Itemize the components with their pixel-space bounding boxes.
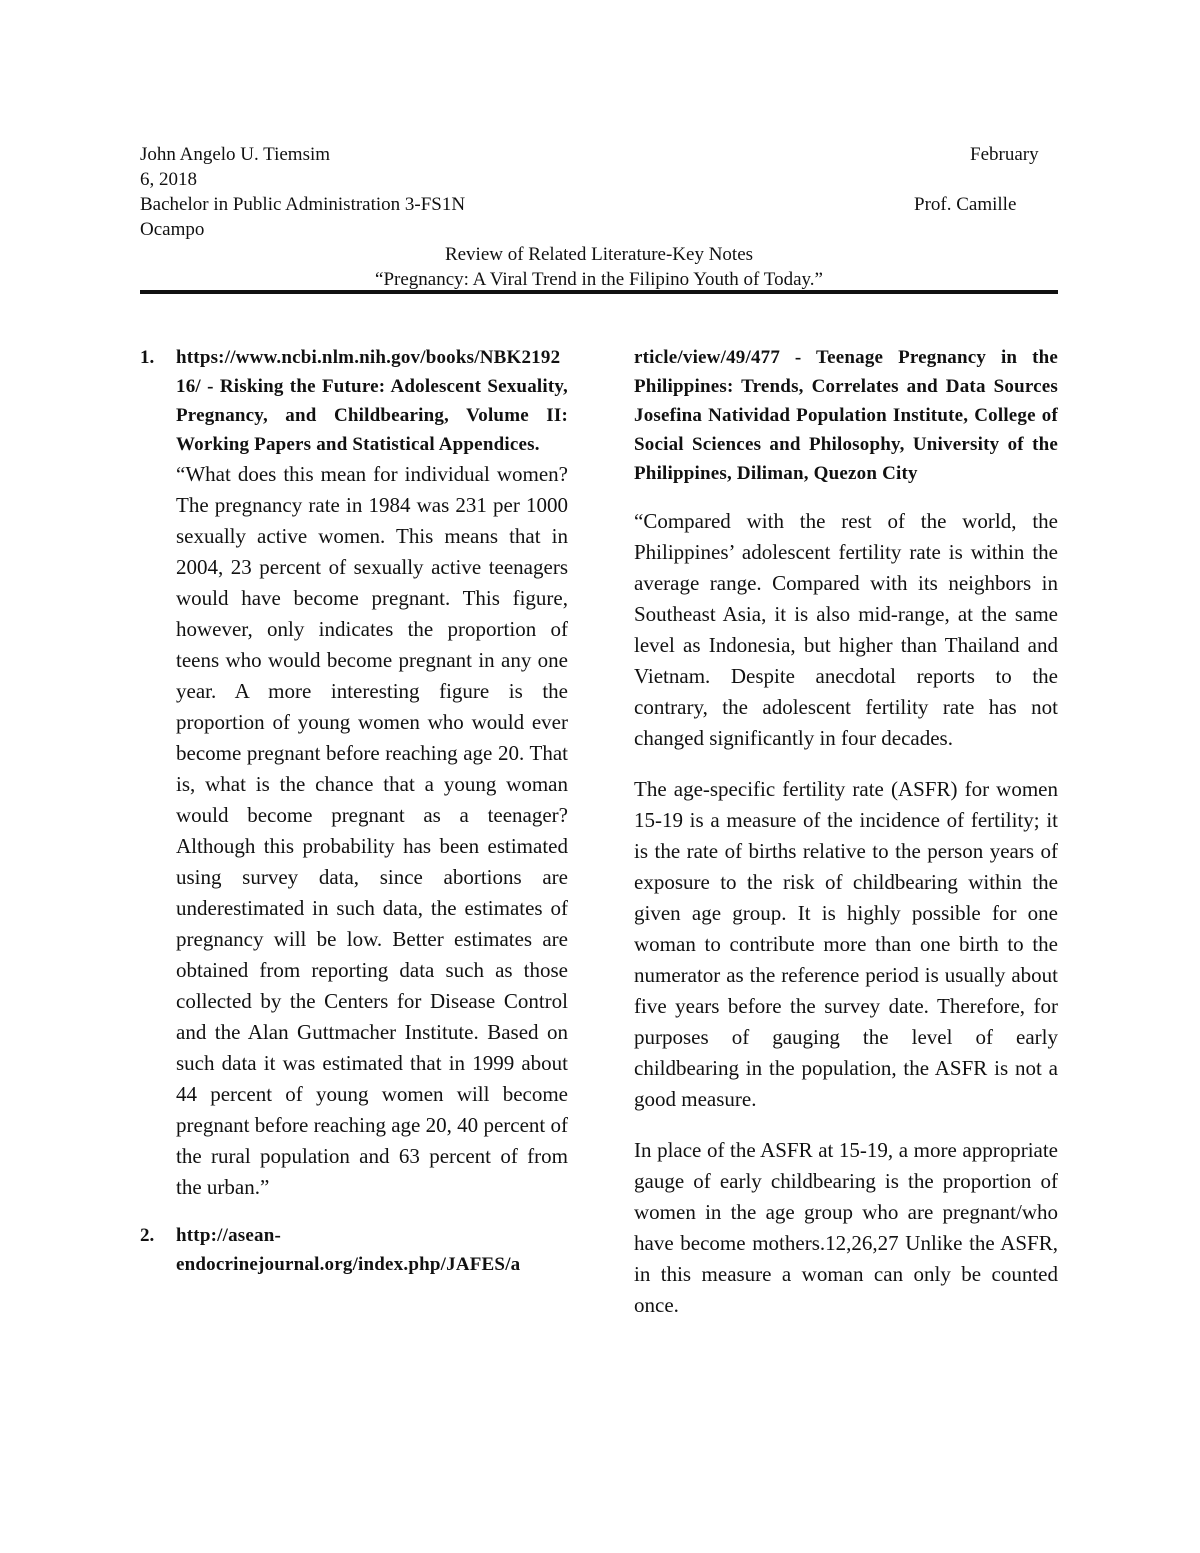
header-divider: [140, 290, 1058, 294]
source-citation-continued: rticle/view/49/477 - Teenage Pregnancy in the Philippines: Trends, Correlates and Data Sources Josefina Natividad Population Institute, College of Social Sciences and Philosophy, University of the Philippines, Diliman, Quezon City: [634, 347, 1058, 484]
list-item: [140, 343, 568, 1203]
left-column: [140, 343, 568, 1279]
document-title: Review of Related Literature-Key Notes: [444, 244, 754, 265]
paragraph: The age-specific fertility rate (ASFR) for women 15-19 is a measure of the incidence of fertility; it is the rate of births relative to the person years of exposure to the risk of childbearing within the given age group. It is highly possible for one woman to contribute more than one birth to the numerator as the reference period is usually about five years before the survey date. Therefore, for purposes of gauging the level of early childbearing in the population, the ASFR is not a good measure.: [634, 777, 1058, 1111]
item-number: 2.: [140, 1225, 155, 1246]
professor-line-1: Prof. Camille: [914, 194, 1017, 215]
program-name: Bachelor in Public Administration 3-FS1N: [140, 194, 466, 215]
professor-line-2: Ocampo: [140, 219, 205, 240]
list-item: [140, 1221, 568, 1279]
paragraph: “Compared with the rest of the world, the Philippines’ adolescent fertility rate is within the average range. Compared with its neighbors in Southeast Asia, it is also mid-range, at the same level as Indonesia, but higher than Thailand and Vietnam. Despite anecdotal reports to the contrary, the adolescent fertility rate has not changed significantly in four decades.: [634, 509, 1058, 750]
date-line-1: February: [970, 144, 1039, 165]
document-subtitle: “Pregnancy: A Viral Trend in the Filipino Youth of Today.”: [375, 269, 823, 290]
quoted-excerpt: “What does this mean for individual women? The pregnancy rate in 1984 was 231 per 1000 sexually active women. This means that in 2004, 23 percent of sexually active teenagers would have become pregnant. This figure, however, only indicates the proportion of teens who would become pregnant in any one year. A more interesting figure is the proportion of young women who would ever become pregnant before reaching age 20. That is, what is the chance that a young woman would become pregnant as a teenager? Although this probability has been estimated using survey data, since abortions are underestimated in such data, the estimates of pregnancy will be low. Better estimates are obtained from reporting data such as those collected by the Centers for Disease Control and the Alan Guttmacher Institute. Based on such data it was estimated that in 1999 about 44 percent of young women will become pregnant before reaching age 20, 40 percent of the rural population and 63 percent of from the urban.”: [176, 462, 568, 1199]
author-name: John Angelo U. Tiemsim: [140, 144, 331, 165]
source-citation-start: http://asean-endocrinejournal.org/index.php/JAFES/a: [176, 1225, 521, 1275]
item-number: 1.: [140, 347, 155, 368]
source-citation: https://www.ncbi.nlm.nih.gov/books/NBK219216/ - Risking the Future: Adolescent Sexuality, Pregnancy, and Childbearing, Volume II: Working Papers and Statistical Appendices.: [176, 347, 568, 455]
date-line-2: 6, 2018: [140, 169, 197, 190]
right-column: [634, 343, 1058, 1321]
paragraph: In place of the ASFR at 15-19, a more appropriate gauge of early childbearing is the proportion of women in the age group who are pregnant/who have become mothers.12,26,27 Unlike the ASFR, in this measure a woman can only be counted once.: [634, 1138, 1058, 1317]
